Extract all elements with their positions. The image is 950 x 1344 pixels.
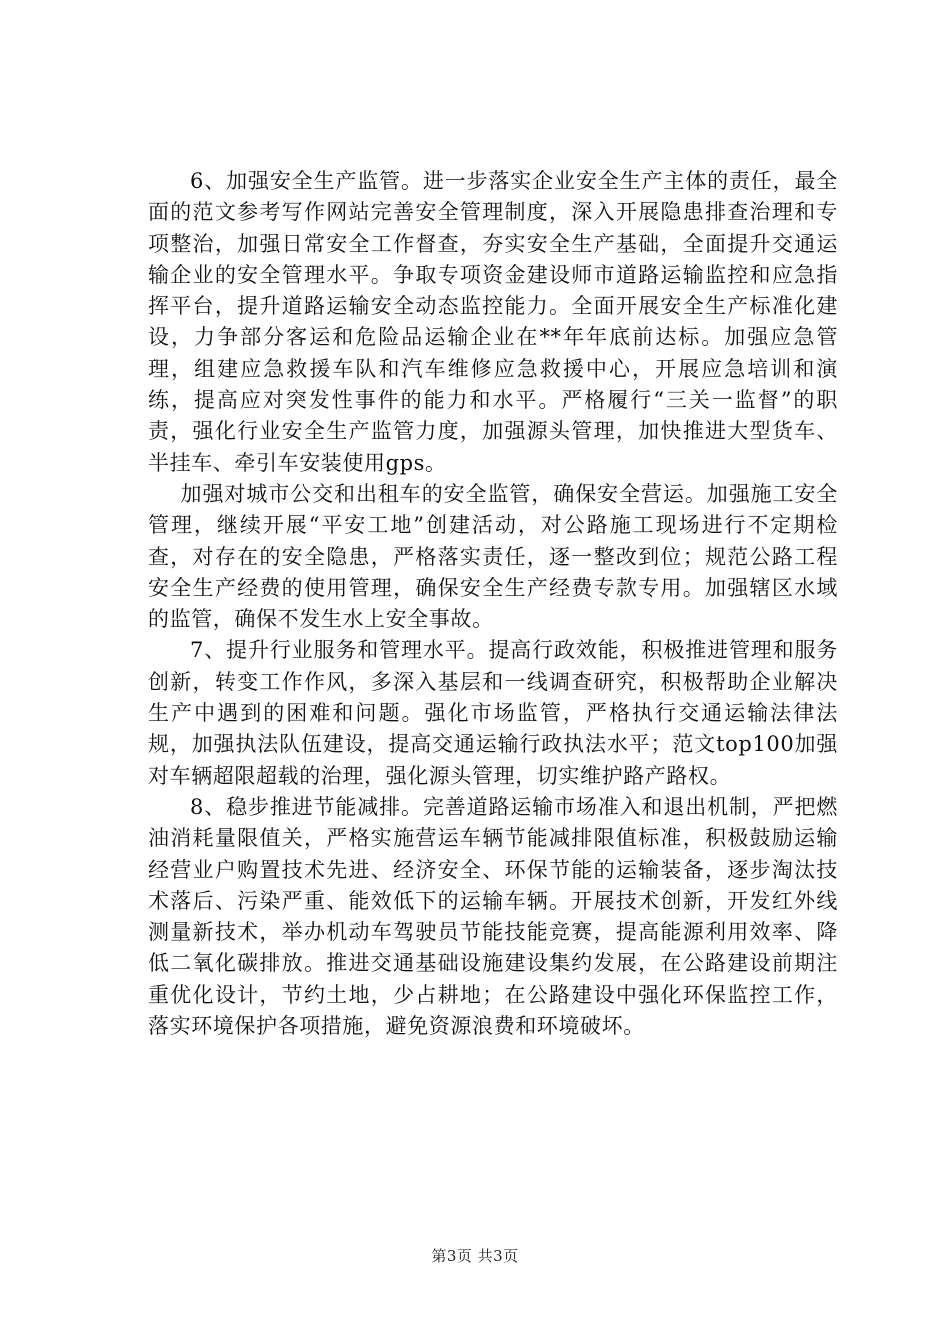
paragraph-section-6: 6、加强安全生产监管。进一步落实企业安全生产主体的责任，最全面的范文参考写作网站完善安全管理制度，深入开展隐患排查治理和专项整治，加强日常安全工作督查，夯实安全生产基础，全面提升交通运输企业的安全管理水平。争取专项资金建设师市道路运输监控和应急指挥平台，提升道路运输安全动态监控能力。全面开展安全生产标准化建设，力争部分客运和危险品运输企业在**年年底前达标。加强应急管理，组建应急救援车队和汽车维修应急救援中心，开展应急培训和演练，提高应对突发性事件的能力和水平。严格履行“三关一监督”的职责，强化行业安全生产监管力度，加强源头管理，加快推进大型货车、半挂车、牵引车安装使用gps。 bbox=[148, 169, 838, 475]
paragraph-section-8: 8、稳步推进节能减排。完善道路运输市场准入和退出机制，严把燃油消耗量限值关，严格实施营运车辆节能减排限值标准，积极鼓励运输经营业户购置技术先进、经济安全、环保节能的运输装备，逐步淘汰技术落后、污染严重、能效低下的运输车辆。开展技术创新，开发红外线测量新技术，举办机动车驾驶员节能技能竞赛，提高能源利用效率、降低二氧化碳排放。推进交通基础设施建设集约发展，在公路建设前期注重优化设计，节约土地，少占耕地；在公路建设中强化环保监控工作，落实环境保护各项措施，避免资源浪费和环境破坏。 bbox=[148, 794, 838, 1039]
paragraph-section-7: 7、提升行业服务和管理水平。提高行政效能，积极推进管理和服务创新，转变工作作风，多深入基层和一线调查研究，积极帮助企业解决生产中遇到的困难和问题。强化市场监管，严格执行交通运输法律法规，加强执法队伍建设，提高交通运输行政执法水平；范文top100加强对车辆超限超载的治理，强化源头管理，切实维护路产路权。 bbox=[148, 638, 838, 788]
paragraph-safety-supervision: 加强对城市公交和出租车的安全监管，确保安全营运。加强施工安全管理，继续开展“平安工地”创建活动，对公路施工现场进行不定期检查，对存在的安全隐患，严格落实责任，逐一整改到位；规范公路工程安全生产经费的使用管理，确保安全生产经费专款专用。加强辖区水域的监管，确保不发生水上安全事故。 bbox=[148, 481, 838, 632]
page-number-footer: 第3页 共3页 bbox=[431, 1247, 519, 1265]
document-body bbox=[148, 166, 838, 1042]
